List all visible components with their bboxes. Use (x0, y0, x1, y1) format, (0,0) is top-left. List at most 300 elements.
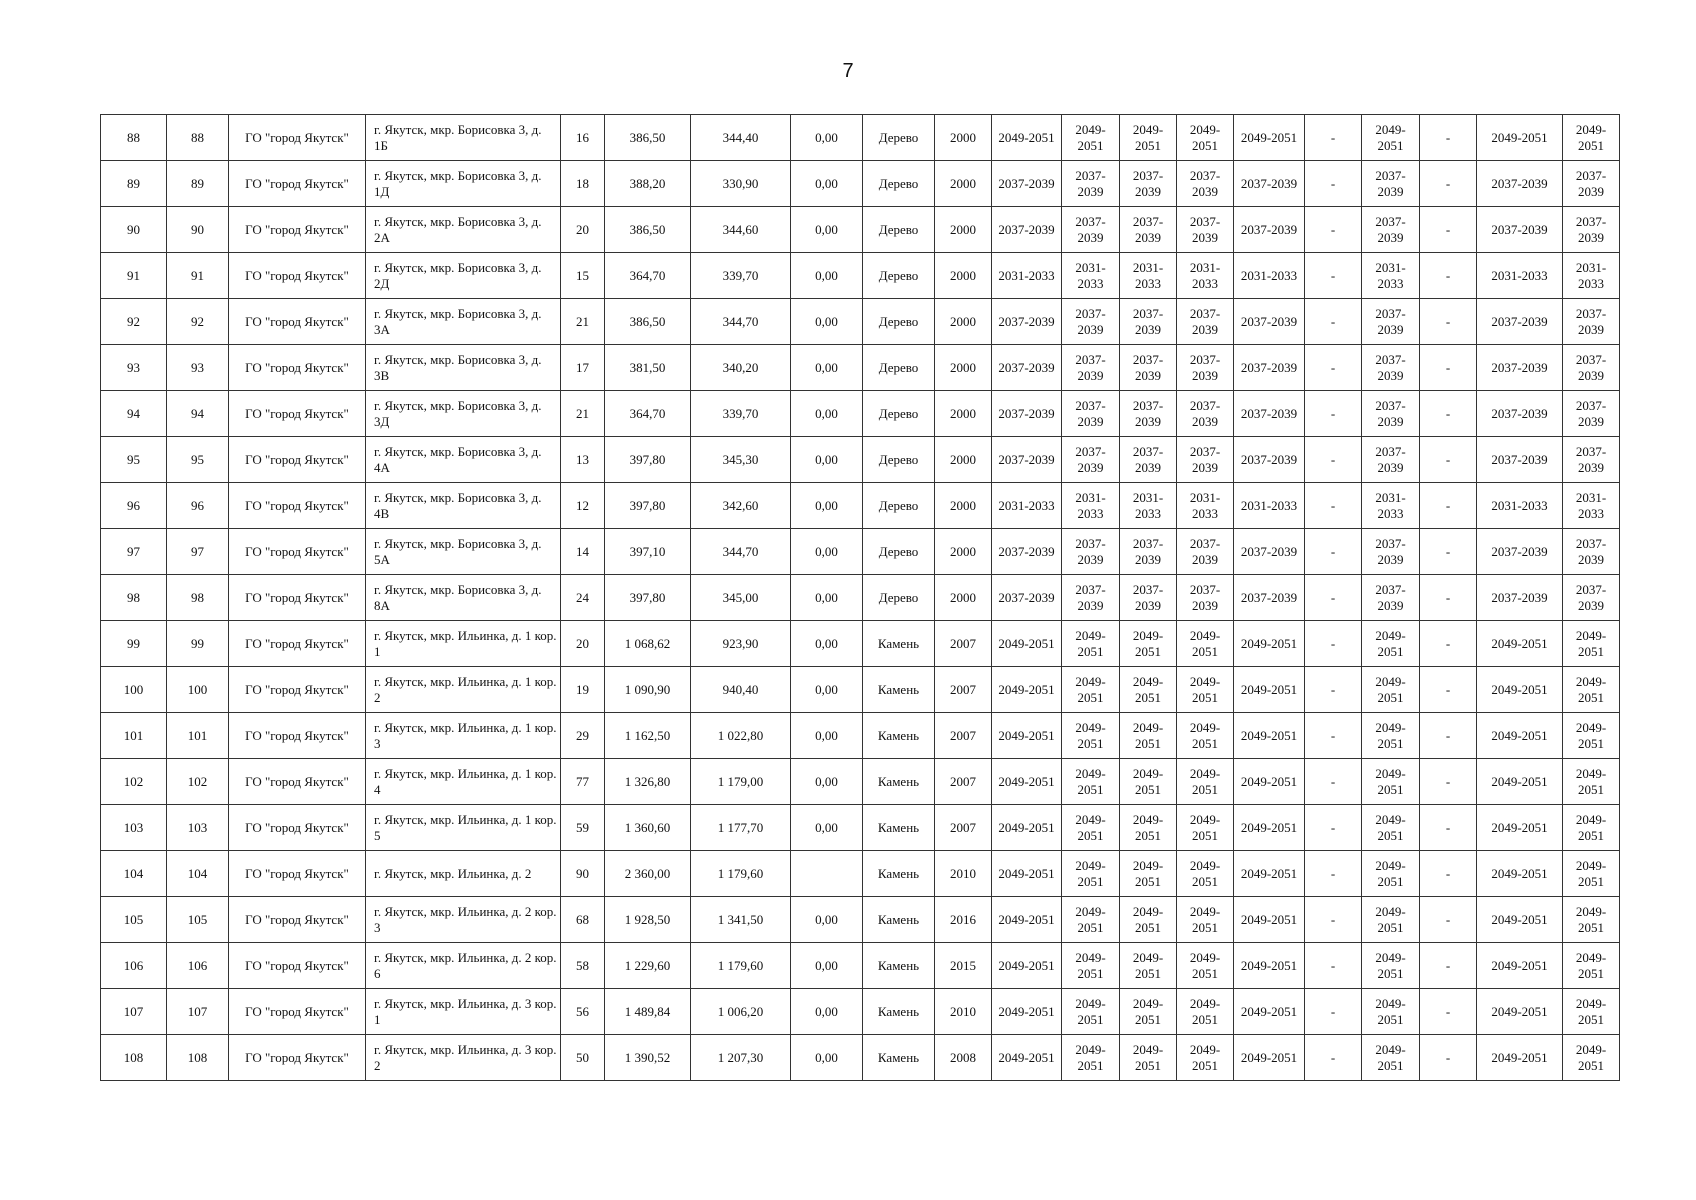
table-cell: г. Якутск, мкр. Борисовка 3, д. 1Б (366, 115, 561, 161)
table-cell: 0,00 (791, 667, 863, 713)
table-cell: 0,00 (791, 759, 863, 805)
table-cell: 1 179,60 (691, 851, 791, 897)
table-cell: 2037-2039 (1563, 345, 1620, 391)
table-cell: ГО "город Якутск" (229, 115, 366, 161)
table-cell: 95 (167, 437, 229, 483)
table-cell: 1 207,30 (691, 1035, 791, 1081)
table-cell: 2049-2051 (1177, 713, 1234, 759)
table-cell: - (1420, 161, 1477, 207)
table-cell: 2049-2051 (1362, 713, 1420, 759)
table-cell: - (1420, 943, 1477, 989)
table-cell: 0,00 (791, 161, 863, 207)
table-cell: 1 928,50 (605, 897, 691, 943)
table-cell: 2049-2051 (1477, 805, 1563, 851)
table-cell: 2049-2051 (1062, 713, 1120, 759)
table-cell: 344,60 (691, 207, 791, 253)
table-cell: г. Якутск, мкр. Борисовка 3, д. 2Д (366, 253, 561, 299)
table-cell: 2037-2039 (1563, 437, 1620, 483)
table-cell: 2015 (935, 943, 992, 989)
table-cell: 18 (561, 161, 605, 207)
table-cell: Камень (863, 897, 935, 943)
table-cell: 96 (101, 483, 167, 529)
table-cell: 2049-2051 (1563, 805, 1620, 851)
table-cell: - (1305, 253, 1362, 299)
table-cell: ГО "город Якутск" (229, 437, 366, 483)
table-cell: 2037-2039 (1062, 575, 1120, 621)
table-cell: 2037-2039 (992, 345, 1062, 391)
table-cell: 2049-2051 (1177, 943, 1234, 989)
table-cell: 397,10 (605, 529, 691, 575)
table-cell: Дерево (863, 115, 935, 161)
table-cell: Камень (863, 713, 935, 759)
table-cell: 2037-2039 (1234, 437, 1305, 483)
table-row (101, 161, 1620, 207)
table-cell: 0,00 (791, 805, 863, 851)
table-cell: 24 (561, 575, 605, 621)
table-cell: - (1305, 575, 1362, 621)
table-cell: - (1420, 345, 1477, 391)
table-cell: 2037-2039 (1234, 529, 1305, 575)
table-cell: 2049-2051 (1234, 621, 1305, 667)
table-cell: 106 (167, 943, 229, 989)
table-row (101, 483, 1620, 529)
table-cell: ГО "город Якутск" (229, 943, 366, 989)
table-cell: 2000 (935, 299, 992, 345)
table-cell: 2031-2033 (1563, 483, 1620, 529)
table-cell: 1 229,60 (605, 943, 691, 989)
table-cell: 340,20 (691, 345, 791, 391)
table-cell: 2037-2039 (1477, 437, 1563, 483)
table-cell: 2037-2039 (1362, 391, 1420, 437)
table-cell: 386,50 (605, 299, 691, 345)
table-cell: 940,40 (691, 667, 791, 713)
table-cell: 2037-2039 (1477, 575, 1563, 621)
table-cell: 2037-2039 (1477, 529, 1563, 575)
table-cell: 2049-2051 (1062, 851, 1120, 897)
table-cell: 20 (561, 207, 605, 253)
table-cell: 0,00 (791, 989, 863, 1035)
table-cell: - (1305, 529, 1362, 575)
table-cell: 2037-2039 (1177, 391, 1234, 437)
table-row (101, 207, 1620, 253)
table-cell: 2049-2051 (1563, 621, 1620, 667)
table-cell: Камень (863, 667, 935, 713)
table-cell: 2049-2051 (1234, 1035, 1305, 1081)
table-cell: - (1305, 391, 1362, 437)
table-cell: 12 (561, 483, 605, 529)
table-cell: 93 (167, 345, 229, 391)
table-cell: - (1420, 575, 1477, 621)
table-cell: 2037-2039 (1120, 437, 1177, 483)
table-cell: 2037-2039 (1234, 345, 1305, 391)
table-cell: 2049-2051 (1120, 805, 1177, 851)
table-cell: 2031-2033 (1362, 483, 1420, 529)
table-cell: 2049-2051 (1477, 621, 1563, 667)
table-cell: 2037-2039 (992, 575, 1062, 621)
table-cell: - (1305, 207, 1362, 253)
table-row (101, 299, 1620, 345)
table-cell: 397,80 (605, 575, 691, 621)
table-cell: Дерево (863, 529, 935, 575)
table-cell: - (1305, 851, 1362, 897)
table-cell: 339,70 (691, 253, 791, 299)
table-cell: 2031-2033 (1177, 483, 1234, 529)
table-cell: 2049-2051 (1120, 667, 1177, 713)
table-cell: 17 (561, 345, 605, 391)
table-cell: 2010 (935, 851, 992, 897)
table-cell: 2037-2039 (1563, 299, 1620, 345)
table-cell: 2037-2039 (1563, 391, 1620, 437)
table-cell: 2049-2051 (1234, 713, 1305, 759)
table-row (101, 253, 1620, 299)
table-cell: г. Якутск, мкр. Борисовка 3, д. 4В (366, 483, 561, 529)
table-cell: г. Якутск, мкр. Ильинка, д. 2 кор. 3 (366, 897, 561, 943)
table-cell: 2031-2033 (992, 483, 1062, 529)
table-cell: Дерево (863, 345, 935, 391)
table-cell: 1 360,60 (605, 805, 691, 851)
table-cell: 2049-2051 (1120, 1035, 1177, 1081)
table-cell: ГО "город Якутск" (229, 621, 366, 667)
table-cell: 2049-2051 (1234, 897, 1305, 943)
table-cell: - (1420, 759, 1477, 805)
table-cell: ГО "город Якутск" (229, 759, 366, 805)
table-cell: 103 (101, 805, 167, 851)
table-cell: 0,00 (791, 115, 863, 161)
table-cell: 0,00 (791, 529, 863, 575)
table-cell: 0,00 (791, 391, 863, 437)
table-cell: - (1305, 345, 1362, 391)
table-cell: г. Якутск, мкр. Ильинка, д. 1 кор. 4 (366, 759, 561, 805)
table-cell: 2049-2051 (1177, 1035, 1234, 1081)
table-cell: 29 (561, 713, 605, 759)
table-cell: 1 326,80 (605, 759, 691, 805)
table-cell: Камень (863, 621, 935, 667)
table-cell: - (1420, 529, 1477, 575)
table-cell: 330,90 (691, 161, 791, 207)
table-cell: 2037-2039 (1120, 391, 1177, 437)
table-cell: 15 (561, 253, 605, 299)
table-cell: 2037-2039 (1234, 575, 1305, 621)
table-cell: 59 (561, 805, 605, 851)
table-cell: 98 (101, 575, 167, 621)
table-cell: 2 360,00 (605, 851, 691, 897)
table-cell: 2049-2051 (1477, 1035, 1563, 1081)
table-cell: г. Якутск, мкр. Борисовка 3, д. 3Д (366, 391, 561, 437)
table-cell: 2037-2039 (1234, 207, 1305, 253)
table-cell: 2049-2051 (1362, 989, 1420, 1035)
table-cell: Камень (863, 805, 935, 851)
table-cell: 2037-2039 (1177, 207, 1234, 253)
table-cell: 1 390,52 (605, 1035, 691, 1081)
table-cell: 102 (101, 759, 167, 805)
table-cell: ГО "город Якутск" (229, 161, 366, 207)
table-cell: 2000 (935, 575, 992, 621)
table-cell: 2037-2039 (1177, 575, 1234, 621)
table-cell: 2007 (935, 805, 992, 851)
table-cell: 2049-2051 (1563, 851, 1620, 897)
table-cell: 2037-2039 (992, 207, 1062, 253)
table-cell: 2037-2039 (1177, 345, 1234, 391)
table-cell: - (1420, 713, 1477, 759)
table-cell: 2049-2051 (1177, 667, 1234, 713)
table-cell: 2037-2039 (1477, 299, 1563, 345)
table-cell: 364,70 (605, 391, 691, 437)
table-cell: 2049-2051 (1177, 621, 1234, 667)
table-cell: 2049-2051 (992, 115, 1062, 161)
table-row (101, 713, 1620, 759)
table-cell: 2031-2033 (1177, 253, 1234, 299)
table-cell: г. Якутск, мкр. Борисовка 3, д. 2А (366, 207, 561, 253)
table-cell: - (1305, 483, 1362, 529)
table-cell: 88 (101, 115, 167, 161)
table-cell: 106 (101, 943, 167, 989)
table-cell: 2007 (935, 713, 992, 759)
table-cell: г. Якутск, мкр. Борисовка 3, д. 3А (366, 299, 561, 345)
table-cell: 2049-2051 (1062, 897, 1120, 943)
table-cell: 2007 (935, 621, 992, 667)
table-cell: 2049-2051 (1120, 621, 1177, 667)
table-cell: 2000 (935, 437, 992, 483)
table-cell: 2037-2039 (992, 391, 1062, 437)
table-cell: 2000 (935, 391, 992, 437)
table-cell: 2037-2039 (1062, 391, 1120, 437)
table-cell: 2031-2033 (1234, 253, 1305, 299)
table-cell: 2037-2039 (1477, 207, 1563, 253)
table-cell: 14 (561, 529, 605, 575)
table-row (101, 575, 1620, 621)
table-cell: - (1420, 437, 1477, 483)
table-row (101, 667, 1620, 713)
table-cell: г. Якутск, мкр. Борисовка 3, д. 5А (366, 529, 561, 575)
table-cell: 2049-2051 (1362, 667, 1420, 713)
table-cell: 98 (167, 575, 229, 621)
table-cell: - (1420, 115, 1477, 161)
table-cell: ГО "город Якутск" (229, 207, 366, 253)
table-cell: 2037-2039 (992, 161, 1062, 207)
table-cell: г. Якутск, мкр. Ильинка, д. 3 кор. 2 (366, 1035, 561, 1081)
table-cell: 2037-2039 (1362, 161, 1420, 207)
table-cell: 2049-2051 (1234, 989, 1305, 1035)
table-cell: 2049-2051 (1120, 989, 1177, 1035)
table-cell: 345,30 (691, 437, 791, 483)
table-cell: 2037-2039 (1120, 345, 1177, 391)
table-cell: 2049-2051 (1234, 759, 1305, 805)
table-cell: - (1420, 805, 1477, 851)
table-cell: - (1420, 989, 1477, 1035)
table-cell: 89 (101, 161, 167, 207)
table-cell: 0,00 (791, 345, 863, 391)
table-cell: 0,00 (791, 897, 863, 943)
table-cell: 104 (101, 851, 167, 897)
table-cell: 2049-2051 (992, 759, 1062, 805)
table-cell: Дерево (863, 299, 935, 345)
table-cell: 2049-2051 (1062, 1035, 1120, 1081)
table-cell: 344,70 (691, 299, 791, 345)
table-cell: 2049-2051 (1120, 943, 1177, 989)
table-cell: 94 (101, 391, 167, 437)
table-cell: 2049-2051 (1362, 115, 1420, 161)
table-cell: 339,70 (691, 391, 791, 437)
table-cell: 1 179,60 (691, 943, 791, 989)
table-cell: 2049-2051 (1563, 943, 1620, 989)
table-row (101, 851, 1620, 897)
table-cell: 2037-2039 (992, 299, 1062, 345)
table-cell: 1 177,70 (691, 805, 791, 851)
table-cell: Камень (863, 759, 935, 805)
table-cell: - (1305, 989, 1362, 1035)
table-cell: 1 006,20 (691, 989, 791, 1035)
table-cell: - (1305, 667, 1362, 713)
table-cell: 2049-2051 (1062, 805, 1120, 851)
table-cell: 0,00 (791, 253, 863, 299)
table-cell: 2049-2051 (1563, 897, 1620, 943)
table-cell: г. Якутск, мкр. Борисовка 3, д. 8А (366, 575, 561, 621)
table-cell: Дерево (863, 437, 935, 483)
table-cell: г. Якутск, мкр. Ильинка, д. 3 кор. 1 (366, 989, 561, 1035)
table-cell: ГО "город Якутск" (229, 1035, 366, 1081)
table-cell: 2049-2051 (1477, 851, 1563, 897)
table-cell: 2037-2039 (1177, 437, 1234, 483)
table-cell: Дерево (863, 483, 935, 529)
table-cell: 2049-2051 (992, 713, 1062, 759)
table-cell: 2049-2051 (1234, 943, 1305, 989)
table-cell: 2049-2051 (1120, 851, 1177, 897)
table-cell: 0,00 (791, 575, 863, 621)
table-cell: 2049-2051 (1477, 759, 1563, 805)
table-cell: - (1305, 759, 1362, 805)
table-cell: 2049-2051 (992, 943, 1062, 989)
table-cell: ГО "город Якутск" (229, 299, 366, 345)
table-cell: 2049-2051 (1477, 667, 1563, 713)
table-cell: 90 (101, 207, 167, 253)
table-cell: 2037-2039 (1120, 299, 1177, 345)
table-cell: 2049-2051 (1062, 667, 1120, 713)
table-cell: - (1305, 943, 1362, 989)
table-cell: 2049-2051 (992, 805, 1062, 851)
table-cell: 2049-2051 (1362, 805, 1420, 851)
table-cell: 100 (167, 667, 229, 713)
table-cell: 2037-2039 (1477, 161, 1563, 207)
table-row (101, 115, 1620, 161)
table-cell: 91 (101, 253, 167, 299)
table-cell: 103 (167, 805, 229, 851)
table-cell: ГО "город Якутск" (229, 897, 366, 943)
table-row (101, 345, 1620, 391)
table-cell: г. Якутск, мкр. Ильинка, д. 2 (366, 851, 561, 897)
table-cell: 2031-2033 (1062, 483, 1120, 529)
table-cell: г. Якутск, мкр. Борисовка 3, д. 4А (366, 437, 561, 483)
table-cell: 2000 (935, 345, 992, 391)
table-cell: 2008 (935, 1035, 992, 1081)
table-cell: 2049-2051 (1062, 115, 1120, 161)
table-cell: Дерево (863, 207, 935, 253)
table-cell: 2049-2051 (1477, 713, 1563, 759)
table-cell: 2049-2051 (1563, 713, 1620, 759)
table-cell: 56 (561, 989, 605, 1035)
table-cell: 101 (101, 713, 167, 759)
table-cell: 2037-2039 (1563, 207, 1620, 253)
table-cell: 104 (167, 851, 229, 897)
table-cell: 21 (561, 299, 605, 345)
table-cell: 0,00 (791, 1035, 863, 1081)
table-cell: - (1305, 437, 1362, 483)
table-row (101, 1035, 1620, 1081)
table-cell: 92 (101, 299, 167, 345)
table-row (101, 943, 1620, 989)
table-cell: 2031-2033 (1120, 483, 1177, 529)
table-cell: 2031-2033 (1362, 253, 1420, 299)
table-cell: 397,80 (605, 483, 691, 529)
table-cell: 2037-2039 (1477, 391, 1563, 437)
table-cell: 2049-2051 (1563, 989, 1620, 1035)
table-cell: 2016 (935, 897, 992, 943)
table-cell: 91 (167, 253, 229, 299)
table-cell: 102 (167, 759, 229, 805)
table-cell: г. Якутск, мкр. Ильинка, д. 1 кор. 2 (366, 667, 561, 713)
table-cell: 68 (561, 897, 605, 943)
table-cell: 344,40 (691, 115, 791, 161)
table-cell: 2049-2051 (1062, 989, 1120, 1035)
table-cell: 2037-2039 (1120, 529, 1177, 575)
table-cell: 2049-2051 (992, 667, 1062, 713)
table-cell: 97 (167, 529, 229, 575)
table-cell: 1 341,50 (691, 897, 791, 943)
table-cell: ГО "город Якутск" (229, 805, 366, 851)
table-cell: Дерево (863, 161, 935, 207)
table-cell: 2037-2039 (1234, 391, 1305, 437)
table-cell: 90 (561, 851, 605, 897)
table-cell: 2049-2051 (1477, 943, 1563, 989)
table-cell: - (1420, 851, 1477, 897)
table-cell: 2031-2033 (1062, 253, 1120, 299)
table-cell: 2049-2051 (1234, 851, 1305, 897)
table-cell: 0,00 (791, 621, 863, 667)
table-cell: 2049-2051 (1362, 621, 1420, 667)
table-cell: - (1420, 299, 1477, 345)
table-cell: 2049-2051 (1563, 1035, 1620, 1081)
table-cell: 2049-2051 (1120, 897, 1177, 943)
table-cell: 2037-2039 (1120, 161, 1177, 207)
table-cell: 2000 (935, 529, 992, 575)
table-cell: 95 (101, 437, 167, 483)
table-cell: 2037-2039 (1120, 207, 1177, 253)
table-cell: 2049-2051 (1362, 851, 1420, 897)
table-cell: 19 (561, 667, 605, 713)
table-cell: 388,20 (605, 161, 691, 207)
table-row (101, 989, 1620, 1035)
table-cell: ГО "город Якутск" (229, 391, 366, 437)
table-cell: 386,50 (605, 115, 691, 161)
table-cell: 364,70 (605, 253, 691, 299)
table-cell: 107 (167, 989, 229, 1035)
table-cell: - (1420, 621, 1477, 667)
table-cell: 342,60 (691, 483, 791, 529)
table-cell: 2049-2051 (1062, 621, 1120, 667)
table-cell: ГО "город Якутск" (229, 989, 366, 1035)
table-cell: 1 022,80 (691, 713, 791, 759)
table-row (101, 437, 1620, 483)
table-cell: 2037-2039 (1062, 529, 1120, 575)
table-cell: г. Якутск, мкр. Борисовка 3, д. 1Д (366, 161, 561, 207)
table-cell: - (1420, 253, 1477, 299)
table-cell: 381,50 (605, 345, 691, 391)
table-cell: 0,00 (791, 713, 863, 759)
table-cell: 105 (167, 897, 229, 943)
table-cell: ГО "город Якутск" (229, 713, 366, 759)
table-cell: 2049-2051 (1177, 851, 1234, 897)
table-cell: Дерево (863, 391, 935, 437)
table-cell: ГО "город Якутск" (229, 345, 366, 391)
